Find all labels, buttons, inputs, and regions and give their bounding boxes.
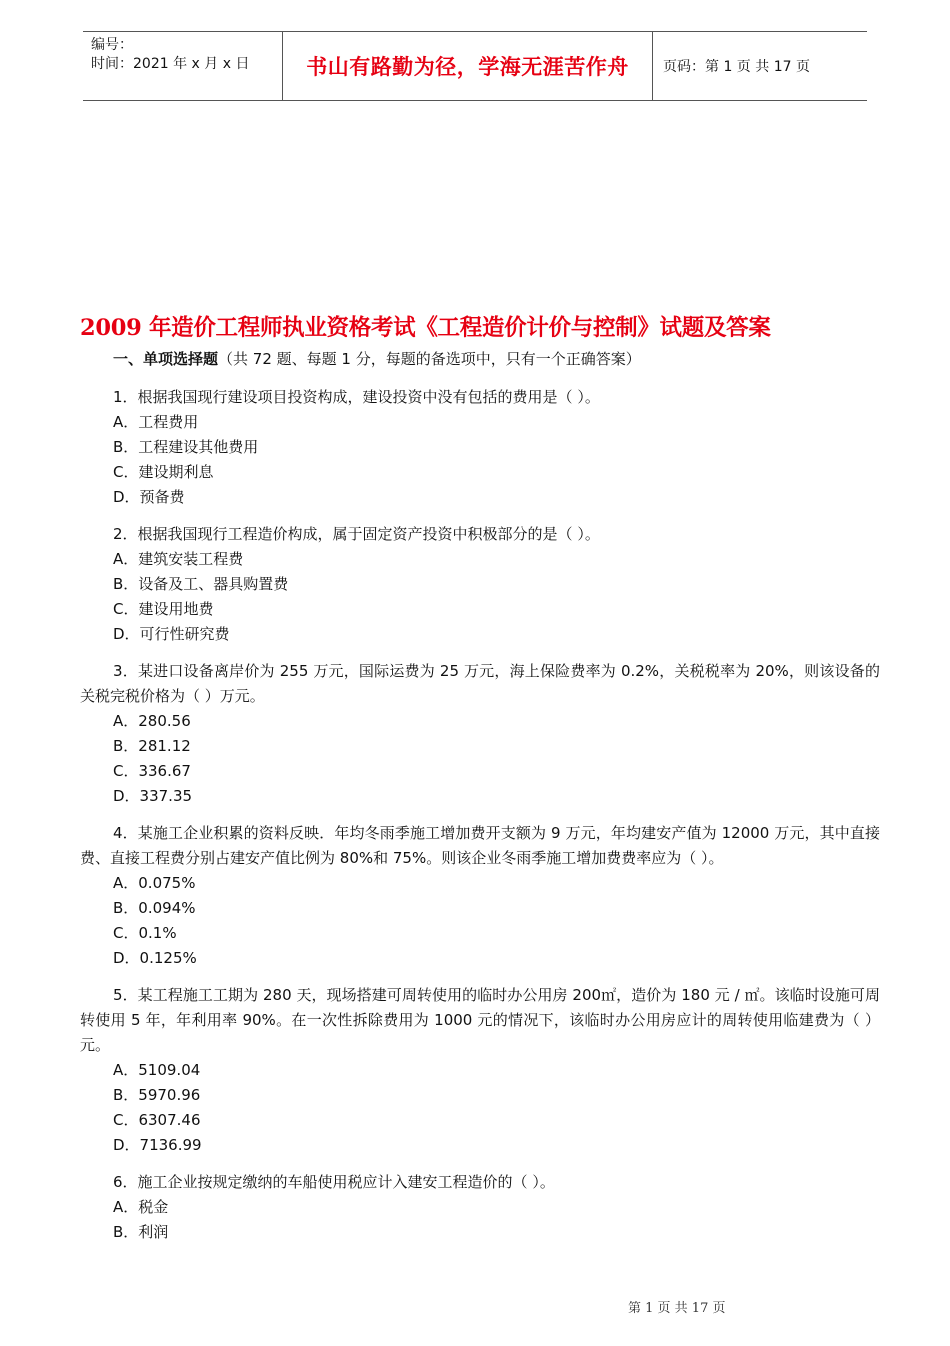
- question-6: [80, 1170, 880, 1245]
- question-4: [80, 821, 880, 971]
- question-3: [80, 659, 880, 809]
- option-a: A．280.56: [113, 712, 191, 730]
- header-page-cell: [653, 32, 867, 100]
- option-b: B．工程建设其他费用: [113, 438, 259, 456]
- option-b: B．0.094%: [113, 899, 196, 917]
- option-b: B．利润: [113, 1223, 169, 1241]
- header-page-code: 页码：第 1 页 共 17 页: [663, 59, 810, 75]
- section-heading: [80, 347, 880, 372]
- option-c: C．建设期利息: [113, 463, 214, 481]
- option-a: A．5109.04: [113, 1061, 201, 1079]
- option-b: B．设备及工、器具购置费: [113, 575, 289, 593]
- option-a: A．税金: [113, 1198, 169, 1216]
- option-b: B．281.12: [113, 737, 191, 755]
- question-1: [80, 385, 880, 510]
- question-2: [80, 522, 880, 647]
- option-c: C．建设用地费: [113, 600, 214, 618]
- header-motto: 书山有路勤为径，学海无涯苦作舟: [306, 54, 629, 79]
- option-c: C．336.67: [113, 762, 191, 780]
- option-c: C．0.1%: [113, 924, 177, 942]
- option-c: C．6307.46: [113, 1111, 201, 1129]
- option-d: D．0.125%: [113, 949, 197, 967]
- question-text: 3．某进口设备离岸价为 255 万元，国际运费为 25 万元，海上保险费率为 0.2%，关税税率为 20%，则该设备的关税完税价格为（ ）万元。: [80, 662, 880, 705]
- option-a: A．建筑安装工程费: [113, 550, 244, 568]
- section-note: （共 72 题、每题 1 分，每题的备选项中，只有一个正确答案）: [218, 350, 641, 368]
- question-text: 4．某施工企业积累的资料反映．年均冬雨季施工增加费开支额为 9 万元，年均建安产值为 12000 万元，其中直接费、直接工程费分别占建安产值比例为 80%和 75%。则该企业冬雨季施工增加费费率应为（ ）。: [80, 824, 880, 867]
- document-time-label: 时间：2021 年 x 月 x 日: [91, 56, 250, 72]
- page-header: [83, 31, 867, 101]
- option-d: D．7136.99: [113, 1136, 202, 1154]
- document-title: 2009 年造价工程师执业资格考试《工程造价计价与控制》试题及答案: [80, 315, 771, 341]
- option-b: B．5970.96: [113, 1086, 201, 1104]
- question-text: 6．施工企业按规定缴纳的车船使用税应计入建安工程造价的（ ）。: [113, 1173, 555, 1191]
- header-meta-cell: [83, 32, 283, 100]
- question-5: [80, 983, 880, 1158]
- question-text: 5．某工程施工工期为 280 天，现场搭建可周转使用的临时办公用房 200㎡，造价为 180 元 / ㎡。该临时设施可周转使用 5 年，年利用率 90%。在一次性拆除费用为 1000 元的情况下，该临时办公用房应计的周转使用临建费为（ ）元。: [80, 986, 880, 1054]
- question-text: 1．根据我国现行建设项目投资构成，建设投资中没有包括的费用是（ ）。: [113, 388, 600, 406]
- document-body: [80, 347, 880, 1257]
- section-title: 一、单项选择题: [113, 350, 219, 368]
- option-a: A．0.075%: [113, 874, 196, 892]
- page-footer: 第 1 页 共 17 页: [628, 1301, 726, 1316]
- option-a: A．工程费用: [113, 413, 199, 431]
- option-d: D．337.35: [113, 787, 193, 805]
- document-number-label: 编号：: [91, 37, 133, 53]
- header-motto-cell: [283, 32, 653, 100]
- option-d: D．预备费: [113, 488, 185, 506]
- question-text: 2．根据我国现行工程造价构成，属于固定资产投资中积极部分的是（ ）。: [113, 525, 600, 543]
- option-d: D．可行性研究费: [113, 625, 230, 643]
